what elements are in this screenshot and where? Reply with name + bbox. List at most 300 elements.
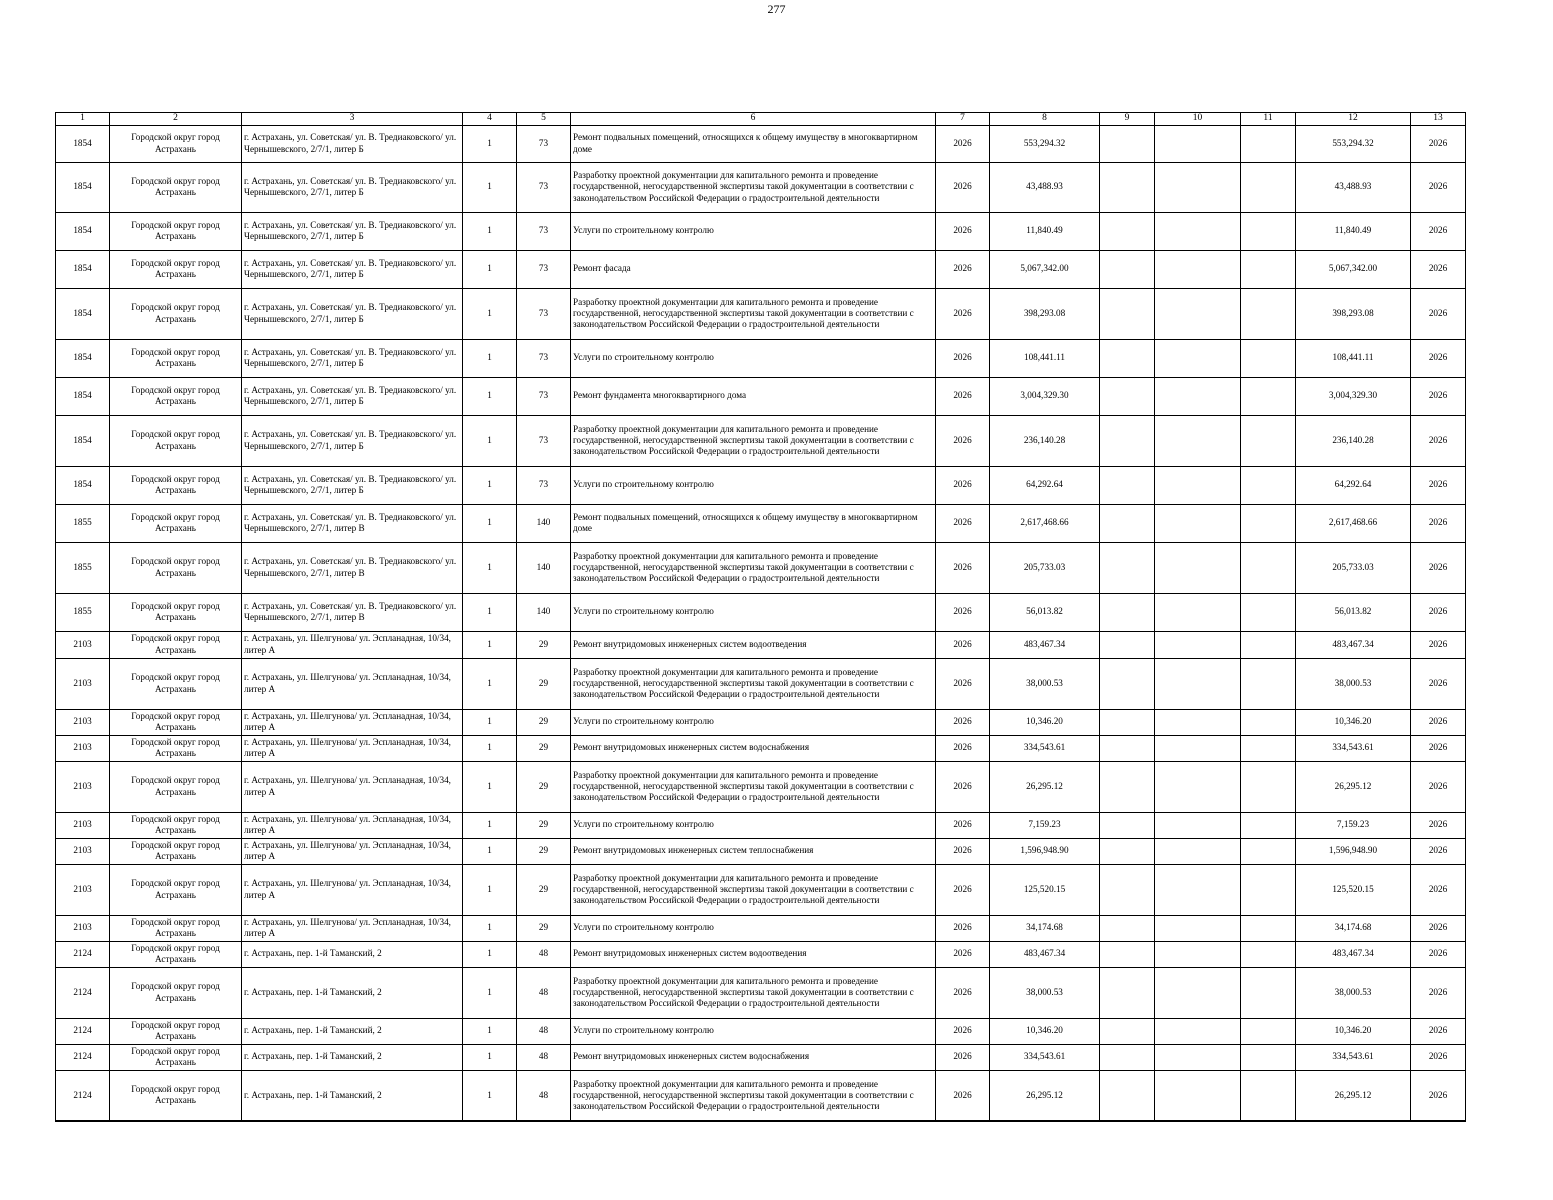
work-type-cell: Разработку проектной документации для капитального ремонта и проведение государственной, негосударственной экспертизы такой документации в соответствии с законодательством Российской Федерации о градостроительной деятельности — [571, 967, 936, 1018]
municipality-cell: Городской округ город Астрахань — [110, 735, 242, 761]
row-number-cell: 2124 — [56, 1044, 110, 1070]
cost-cell: 26,295.12 — [990, 761, 1100, 812]
completion-year-cell: 2026 — [1411, 838, 1466, 864]
col4-cell: 1 — [463, 631, 517, 658]
total-cost-cell: 483,467.34 — [1296, 941, 1411, 967]
address-cell: г. Астрахань, пер. 1-й Таманский, 2 — [242, 1070, 463, 1121]
address-cell: г. Астрахань, ул. Шелгунова/ ул. Эспланадная, 10/34, литер А — [242, 735, 463, 761]
work-type-cell: Ремонт внутридомовых инженерных систем водоснабжения — [571, 735, 936, 761]
col5-cell: 29 — [517, 761, 571, 812]
col4-cell: 1 — [463, 735, 517, 761]
work-type-cell: Ремонт фасада — [571, 250, 936, 288]
row-number-cell: 2103 — [56, 812, 110, 838]
row-number-cell: 2103 — [56, 658, 110, 709]
table-row — [56, 377, 1466, 415]
row-number-cell: 2103 — [56, 709, 110, 735]
col10-cell — [1155, 466, 1241, 504]
work-type-cell: Разработку проектной документации для капитального ремонта и проведение государственной, негосударственной экспертизы такой документации в соответствии с законодательством Российской Федерации о градостроительной деятельности — [571, 1070, 936, 1121]
total-cost-cell: 553,294.32 — [1296, 125, 1411, 162]
col11-cell — [1241, 735, 1296, 761]
column-header: 13 — [1411, 113, 1466, 126]
work-type-cell: Разработку проектной документации для капитального ремонта и проведение государственной, негосударственной экспертизы такой документации в соответствии с законодательством Российской Федерации о градостроительной деятельности — [571, 658, 936, 709]
col5-cell: 140 — [517, 593, 571, 631]
year-cell: 2026 — [936, 415, 990, 466]
col4-cell: 1 — [463, 162, 517, 212]
work-type-cell: Разработку проектной документации для капитального ремонта и проведение государственной, негосударственной экспертизы такой документации в соответствии с законодательством Российской Федерации о градостроительной деятельности — [571, 288, 936, 339]
municipality-cell: Городской округ город Астрахань — [110, 1070, 242, 1121]
col5-cell: 48 — [517, 1070, 571, 1121]
year-cell: 2026 — [936, 377, 990, 415]
completion-year-cell: 2026 — [1411, 631, 1466, 658]
col4-cell: 1 — [463, 812, 517, 838]
col5-cell: 29 — [517, 709, 571, 735]
row-number-cell: 1854 — [56, 212, 110, 250]
col4-cell: 1 — [463, 466, 517, 504]
col5-cell: 73 — [517, 212, 571, 250]
address-cell: г. Астрахань, ул. Советская/ ул. В. Тредиаковского/ ул. Чернышевского, 2/7/1, литер Б — [242, 162, 463, 212]
total-cost-cell: 334,543.61 — [1296, 1044, 1411, 1070]
address-cell: г. Астрахань, пер. 1-й Таманский, 2 — [242, 941, 463, 967]
year-cell: 2026 — [936, 593, 990, 631]
municipality-cell: Городской округ город Астрахань — [110, 339, 242, 377]
total-cost-cell: 1,596,948.90 — [1296, 838, 1411, 864]
col5-cell: 48 — [517, 1044, 571, 1070]
col4-cell: 1 — [463, 339, 517, 377]
cost-cell: 553,294.32 — [990, 125, 1100, 162]
municipality-cell: Городской округ город Астрахань — [110, 864, 242, 915]
col11-cell — [1241, 339, 1296, 377]
year-cell: 2026 — [936, 1070, 990, 1121]
col10-cell — [1155, 658, 1241, 709]
col5-cell: 140 — [517, 542, 571, 593]
row-number-cell: 1855 — [56, 542, 110, 593]
col11-cell — [1241, 812, 1296, 838]
work-type-cell: Ремонт внутридомовых инженерных систем водоотведения — [571, 631, 936, 658]
row-number-cell: 1855 — [56, 504, 110, 542]
completion-year-cell: 2026 — [1411, 709, 1466, 735]
total-cost-cell: 108,441.11 — [1296, 339, 1411, 377]
col5-cell: 48 — [517, 1018, 571, 1044]
col9-cell — [1100, 915, 1155, 941]
row-number-cell: 1854 — [56, 466, 110, 504]
year-cell: 2026 — [936, 1044, 990, 1070]
total-cost-cell: 236,140.28 — [1296, 415, 1411, 466]
row-number-cell: 2103 — [56, 864, 110, 915]
year-cell: 2026 — [936, 125, 990, 162]
col9-cell — [1100, 761, 1155, 812]
municipality-cell: Городской округ город Астрахань — [110, 125, 242, 162]
address-cell: г. Астрахань, ул. Советская/ ул. В. Тредиаковского/ ул. Чернышевского, 2/7/1, литер Б — [242, 212, 463, 250]
column-number-row — [56, 113, 1466, 126]
year-cell: 2026 — [936, 250, 990, 288]
table-row — [56, 250, 1466, 288]
col4-cell: 1 — [463, 125, 517, 162]
municipality-cell: Городской округ город Астрахань — [110, 593, 242, 631]
year-cell: 2026 — [936, 709, 990, 735]
total-cost-cell: 398,293.08 — [1296, 288, 1411, 339]
col4-cell: 1 — [463, 967, 517, 1018]
row-number-cell: 1854 — [56, 250, 110, 288]
address-cell: г. Астрахань, пер. 1-й Таманский, 2 — [242, 967, 463, 1018]
col11-cell — [1241, 838, 1296, 864]
completion-year-cell: 2026 — [1411, 162, 1466, 212]
cost-cell: 2,617,468.66 — [990, 504, 1100, 542]
table-row — [56, 542, 1466, 593]
table-row — [56, 941, 1466, 967]
capital-repair-table — [55, 112, 1466, 1122]
completion-year-cell: 2026 — [1411, 212, 1466, 250]
address-cell: г. Астрахань, ул. Шелгунова/ ул. Эспланадная, 10/34, литер А — [242, 864, 463, 915]
col10-cell — [1155, 967, 1241, 1018]
row-number-cell: 2103 — [56, 838, 110, 864]
cost-cell: 334,543.61 — [990, 1044, 1100, 1070]
address-cell: г. Астрахань, ул. Советская/ ул. В. Тредиаковского/ ул. Чернышевского, 2/7/1, литер В — [242, 504, 463, 542]
cost-cell: 26,295.12 — [990, 1070, 1100, 1121]
row-number-cell: 2124 — [56, 967, 110, 1018]
page-number: 277 — [767, 2, 786, 16]
completion-year-cell: 2026 — [1411, 1070, 1466, 1121]
table-row — [56, 735, 1466, 761]
year-cell: 2026 — [936, 838, 990, 864]
column-header: 9 — [1100, 113, 1155, 126]
address-cell: г. Астрахань, ул. Шелгунова/ ул. Эспланадная, 10/34, литер А — [242, 838, 463, 864]
work-type-cell: Услуги по строительному контролю — [571, 466, 936, 504]
col9-cell — [1100, 864, 1155, 915]
cost-cell: 483,467.34 — [990, 631, 1100, 658]
table-row — [56, 915, 1466, 941]
column-header: 12 — [1296, 113, 1411, 126]
total-cost-cell: 334,543.61 — [1296, 735, 1411, 761]
municipality-cell: Городской округ город Астрахань — [110, 415, 242, 466]
total-cost-cell: 34,174.68 — [1296, 915, 1411, 941]
municipality-cell: Городской округ город Астрахань — [110, 915, 242, 941]
municipality-cell: Городской округ город Астрахань — [110, 838, 242, 864]
col4-cell: 1 — [463, 377, 517, 415]
row-number-cell: 1854 — [56, 162, 110, 212]
completion-year-cell: 2026 — [1411, 288, 1466, 339]
col4-cell: 1 — [463, 1044, 517, 1070]
col9-cell — [1100, 658, 1155, 709]
table-row — [56, 1070, 1466, 1121]
col9-cell — [1100, 250, 1155, 288]
col11-cell — [1241, 162, 1296, 212]
col10-cell — [1155, 542, 1241, 593]
col11-cell — [1241, 864, 1296, 915]
work-type-cell: Услуги по строительному контролю — [571, 1018, 936, 1044]
col10-cell — [1155, 735, 1241, 761]
row-number-cell: 2103 — [56, 915, 110, 941]
address-cell: г. Астрахань, ул. Советская/ ул. В. Тредиаковского/ ул. Чернышевского, 2/7/1, литер Б — [242, 125, 463, 162]
column-header: 3 — [242, 113, 463, 126]
row-number-cell: 1854 — [56, 377, 110, 415]
address-cell: г. Астрахань, ул. Шелгунова/ ул. Эспланадная, 10/34, литер А — [242, 658, 463, 709]
col4-cell: 1 — [463, 542, 517, 593]
completion-year-cell: 2026 — [1411, 504, 1466, 542]
table-row — [56, 466, 1466, 504]
address-cell: г. Астрахань, ул. Шелгунова/ ул. Эспланадная, 10/34, литер А — [242, 631, 463, 658]
col11-cell — [1241, 377, 1296, 415]
total-cost-cell: 205,733.03 — [1296, 542, 1411, 593]
municipality-cell: Городской округ город Астрахань — [110, 288, 242, 339]
col11-cell — [1241, 288, 1296, 339]
address-cell: г. Астрахань, ул. Шелгунова/ ул. Эспланадная, 10/34, литер А — [242, 709, 463, 735]
col10-cell — [1155, 709, 1241, 735]
col9-cell — [1100, 504, 1155, 542]
table-row — [56, 838, 1466, 864]
total-cost-cell: 26,295.12 — [1296, 1070, 1411, 1121]
col10-cell — [1155, 415, 1241, 466]
col10-cell — [1155, 915, 1241, 941]
year-cell: 2026 — [936, 658, 990, 709]
col10-cell — [1155, 1070, 1241, 1121]
col5-cell: 48 — [517, 941, 571, 967]
row-number-cell: 2124 — [56, 941, 110, 967]
year-cell: 2026 — [936, 504, 990, 542]
year-cell: 2026 — [936, 288, 990, 339]
completion-year-cell: 2026 — [1411, 125, 1466, 162]
row-number-cell: 2103 — [56, 631, 110, 658]
municipality-cell: Городской округ город Астрахань — [110, 812, 242, 838]
cost-cell: 11,840.49 — [990, 212, 1100, 250]
col5-cell: 73 — [517, 415, 571, 466]
total-cost-cell: 3,004,329.30 — [1296, 377, 1411, 415]
col10-cell — [1155, 838, 1241, 864]
address-cell: г. Астрахань, ул. Советская/ ул. В. Тредиаковского/ ул. Чернышевского, 2/7/1, литер Б — [242, 377, 463, 415]
col4-cell: 1 — [463, 212, 517, 250]
address-cell: г. Астрахань, ул. Советская/ ул. В. Тредиаковского/ ул. Чернышевского, 2/7/1, литер Б — [242, 339, 463, 377]
address-cell: г. Астрахань, ул. Шелгунова/ ул. Эспланадная, 10/34, литер А — [242, 761, 463, 812]
work-type-cell: Разработку проектной документации для капитального ремонта и проведение государственной, негосударственной экспертизы такой документации в соответствии с законодательством Российской Федерации о градостроительной деятельности — [571, 761, 936, 812]
municipality-cell: Городской округ город Астрахань — [110, 162, 242, 212]
cost-cell: 7,159.23 — [990, 812, 1100, 838]
total-cost-cell: 43,488.93 — [1296, 162, 1411, 212]
municipality-cell: Городской округ город Астрахань — [110, 631, 242, 658]
col5-cell: 73 — [517, 377, 571, 415]
column-header: 6 — [571, 113, 936, 126]
col10-cell — [1155, 125, 1241, 162]
col4-cell: 1 — [463, 250, 517, 288]
col9-cell — [1100, 415, 1155, 466]
col11-cell — [1241, 631, 1296, 658]
table-row — [56, 709, 1466, 735]
col9-cell — [1100, 812, 1155, 838]
col9-cell — [1100, 162, 1155, 212]
col11-cell — [1241, 504, 1296, 542]
year-cell: 2026 — [936, 466, 990, 504]
total-cost-cell: 125,520.15 — [1296, 864, 1411, 915]
municipality-cell: Городской округ город Астрахань — [110, 377, 242, 415]
col4-cell: 1 — [463, 415, 517, 466]
col5-cell: 140 — [517, 504, 571, 542]
col4-cell: 1 — [463, 288, 517, 339]
work-type-cell: Услуги по строительному контролю — [571, 812, 936, 838]
col5-cell: 73 — [517, 250, 571, 288]
col11-cell — [1241, 967, 1296, 1018]
completion-year-cell: 2026 — [1411, 415, 1466, 466]
column-header: 5 — [517, 113, 571, 126]
col11-cell — [1241, 542, 1296, 593]
table-row — [56, 504, 1466, 542]
year-cell: 2026 — [936, 941, 990, 967]
col10-cell — [1155, 288, 1241, 339]
col9-cell — [1100, 838, 1155, 864]
address-cell: г. Астрахань, пер. 1-й Таманский, 2 — [242, 1044, 463, 1070]
completion-year-cell: 2026 — [1411, 250, 1466, 288]
col4-cell: 1 — [463, 593, 517, 631]
municipality-cell: Городской округ город Астрахань — [110, 709, 242, 735]
col11-cell — [1241, 1070, 1296, 1121]
total-cost-cell: 10,346.20 — [1296, 709, 1411, 735]
col11-cell — [1241, 466, 1296, 504]
column-header: 7 — [936, 113, 990, 126]
completion-year-cell: 2026 — [1411, 377, 1466, 415]
col5-cell: 73 — [517, 466, 571, 504]
cost-cell: 125,520.15 — [990, 864, 1100, 915]
address-cell: г. Астрахань, ул. Советская/ ул. В. Тредиаковского/ ул. Чернышевского, 2/7/1, литер Б — [242, 466, 463, 504]
work-type-cell: Разработку проектной документации для капитального ремонта и проведение государственной, негосударственной экспертизы такой документации в соответствии с законодательством Российской Федерации о градостроительной деятельности — [571, 162, 936, 212]
work-type-cell: Услуги по строительному контролю — [571, 709, 936, 735]
col5-cell: 73 — [517, 339, 571, 377]
total-cost-cell: 56,013.82 — [1296, 593, 1411, 631]
col5-cell: 48 — [517, 967, 571, 1018]
municipality-cell: Городской округ город Астрахань — [110, 466, 242, 504]
address-cell: г. Астрахань, пер. 1-й Таманский, 2 — [242, 1018, 463, 1044]
row-number-cell: 2103 — [56, 735, 110, 761]
cost-cell: 205,733.03 — [990, 542, 1100, 593]
col9-cell — [1100, 735, 1155, 761]
col9-cell — [1100, 1044, 1155, 1070]
col5-cell: 29 — [517, 631, 571, 658]
work-type-cell: Услуги по строительному контролю — [571, 915, 936, 941]
completion-year-cell: 2026 — [1411, 864, 1466, 915]
column-header: 1 — [56, 113, 110, 126]
cost-cell: 483,467.34 — [990, 941, 1100, 967]
cost-cell: 1,596,948.90 — [990, 838, 1100, 864]
address-cell: г. Астрахань, ул. Советская/ ул. В. Тредиаковского/ ул. Чернышевского, 2/7/1, литер В — [242, 542, 463, 593]
col9-cell — [1100, 709, 1155, 735]
col5-cell: 73 — [517, 288, 571, 339]
completion-year-cell: 2026 — [1411, 542, 1466, 593]
col11-cell — [1241, 1044, 1296, 1070]
col5-cell: 29 — [517, 658, 571, 709]
table-row — [56, 1044, 1466, 1070]
col11-cell — [1241, 415, 1296, 466]
municipality-cell: Городской округ город Астрахань — [110, 212, 242, 250]
col5-cell: 29 — [517, 812, 571, 838]
col10-cell — [1155, 162, 1241, 212]
col9-cell — [1100, 125, 1155, 162]
column-header: 2 — [110, 113, 242, 126]
cost-cell: 10,346.20 — [990, 1018, 1100, 1044]
table-body — [56, 125, 1466, 1121]
col5-cell: 29 — [517, 864, 571, 915]
col9-cell — [1100, 466, 1155, 504]
total-cost-cell: 10,346.20 — [1296, 1018, 1411, 1044]
col5-cell: 73 — [517, 125, 571, 162]
completion-year-cell: 2026 — [1411, 941, 1466, 967]
col4-cell: 1 — [463, 504, 517, 542]
col11-cell — [1241, 125, 1296, 162]
year-cell: 2026 — [936, 735, 990, 761]
address-cell: г. Астрахань, ул. Советская/ ул. В. Тредиаковского/ ул. Чернышевского, 2/7/1, литер Б — [242, 288, 463, 339]
col11-cell — [1241, 250, 1296, 288]
completion-year-cell: 2026 — [1411, 593, 1466, 631]
col4-cell: 1 — [463, 864, 517, 915]
total-cost-cell: 38,000.53 — [1296, 658, 1411, 709]
total-cost-cell: 2,617,468.66 — [1296, 504, 1411, 542]
row-number-cell: 1854 — [56, 415, 110, 466]
completion-year-cell: 2026 — [1411, 812, 1466, 838]
col9-cell — [1100, 1070, 1155, 1121]
year-cell: 2026 — [936, 915, 990, 941]
work-type-cell: Услуги по строительному контролю — [571, 212, 936, 250]
cost-cell: 334,543.61 — [990, 735, 1100, 761]
row-number-cell: 1855 — [56, 593, 110, 631]
cost-cell: 236,140.28 — [990, 415, 1100, 466]
col9-cell — [1100, 593, 1155, 631]
cost-cell: 398,293.08 — [990, 288, 1100, 339]
table-row — [56, 288, 1466, 339]
cost-cell: 10,346.20 — [990, 709, 1100, 735]
col10-cell — [1155, 250, 1241, 288]
work-type-cell: Ремонт внутридомовых инженерных систем водоотведения — [571, 941, 936, 967]
work-type-cell: Ремонт подвальных помещений, относящихся к общему имуществу в многоквартирном доме — [571, 125, 936, 162]
work-type-cell: Ремонт внутридомовых инженерных систем теплоснабжения — [571, 838, 936, 864]
col11-cell — [1241, 1018, 1296, 1044]
municipality-cell: Городской округ город Астрахань — [110, 1018, 242, 1044]
work-type-cell: Услуги по строительному контролю — [571, 339, 936, 377]
municipality-cell: Городской округ город Астрахань — [110, 761, 242, 812]
table-row — [56, 339, 1466, 377]
col4-cell: 1 — [463, 915, 517, 941]
col9-cell — [1100, 967, 1155, 1018]
col9-cell — [1100, 377, 1155, 415]
col9-cell — [1100, 542, 1155, 593]
completion-year-cell: 2026 — [1411, 915, 1466, 941]
col4-cell: 1 — [463, 941, 517, 967]
cost-cell: 38,000.53 — [990, 658, 1100, 709]
col10-cell — [1155, 761, 1241, 812]
total-cost-cell: 38,000.53 — [1296, 967, 1411, 1018]
year-cell: 2026 — [936, 812, 990, 838]
cost-cell: 5,067,342.00 — [990, 250, 1100, 288]
total-cost-cell: 64,292.64 — [1296, 466, 1411, 504]
year-cell: 2026 — [936, 761, 990, 812]
row-number-cell: 1854 — [56, 288, 110, 339]
col5-cell: 29 — [517, 735, 571, 761]
col4-cell: 1 — [463, 838, 517, 864]
year-cell: 2026 — [936, 1018, 990, 1044]
municipality-cell: Городской округ город Астрахань — [110, 250, 242, 288]
cost-cell: 108,441.11 — [990, 339, 1100, 377]
year-cell: 2026 — [936, 212, 990, 250]
col11-cell — [1241, 941, 1296, 967]
table-row — [56, 593, 1466, 631]
column-header: 4 — [463, 113, 517, 126]
municipality-cell: Городской округ город Астрахань — [110, 1044, 242, 1070]
col10-cell — [1155, 339, 1241, 377]
col4-cell: 1 — [463, 1070, 517, 1121]
row-number-cell: 1854 — [56, 125, 110, 162]
cost-cell: 3,004,329.30 — [990, 377, 1100, 415]
municipality-cell: Городской округ город Астрахань — [110, 941, 242, 967]
total-cost-cell: 11,840.49 — [1296, 212, 1411, 250]
work-type-cell: Ремонт внутридомовых инженерных систем водоснабжения — [571, 1044, 936, 1070]
year-cell: 2026 — [936, 864, 990, 915]
municipality-cell: Городской округ город Астрахань — [110, 504, 242, 542]
row-number-cell: 2103 — [56, 761, 110, 812]
col10-cell — [1155, 1018, 1241, 1044]
